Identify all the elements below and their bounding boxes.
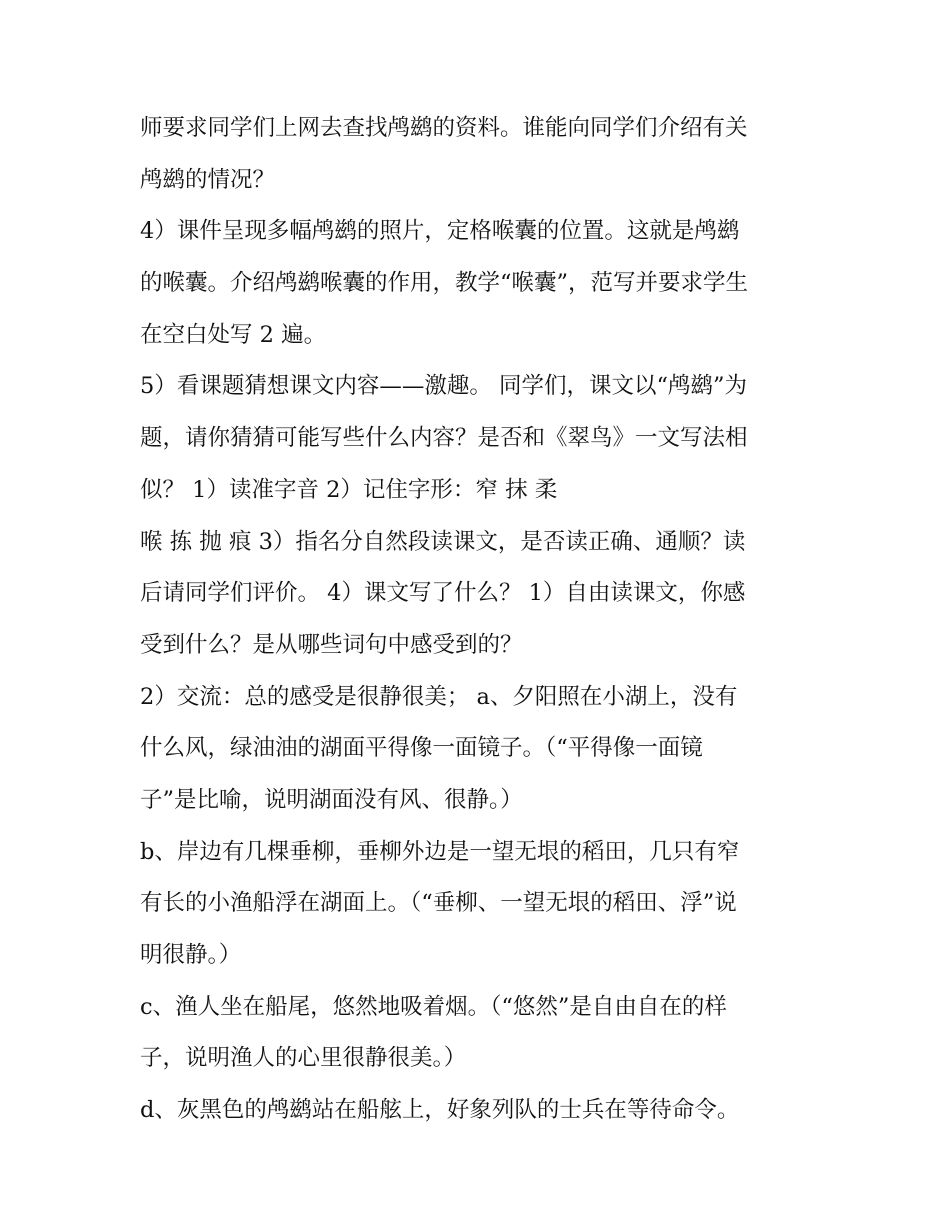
text-line: 受到什么？是从哪些词句中感受到的？ xyxy=(140,631,523,658)
text-line: 后请同学们评价。 4）课文写了什么？ 1）自由读课文，你感 xyxy=(140,580,746,607)
text-line: 明很静。） xyxy=(140,942,242,968)
text-line: 鸬鹚的情况？ xyxy=(140,166,276,193)
text-line: 师要求同学们上网去查找鸬鹚的资料。谁能向同学们介绍有关 xyxy=(140,115,748,141)
text-line: 2）交流：总的感受是很静很美； a、夕阳照在小湖上，没有 xyxy=(140,683,738,710)
text-line: b、岸边有几棵垂柳，垂柳外边是一望无垠的稻田，几只有窄 xyxy=(140,838,740,865)
text-line: 什么风，绿油油的湖面平得像一面镜子。（“平得像一面镜 xyxy=(140,735,703,762)
text-line: 有长的小渔船浮在湖面上。（“垂柳、一望无垠的稻田、浮”说 xyxy=(140,890,737,917)
body-text xyxy=(140,103,830,1137)
text-line: 似？ 1）读准字音 2）记住字形：窄 抹 柔 xyxy=(140,476,558,503)
text-line: 的喉囊。介绍鸬鹚喉囊的作用，教学“喉囊”，范写并要求学生 xyxy=(140,270,749,297)
text-line: c、渔人坐在船尾，悠然地吸着烟。（“悠然”是自由自在的样 xyxy=(140,993,727,1020)
text-line: d、灰黑色的鸬鹚站在船舷上，好象列队的士兵在等待命令。 xyxy=(140,1097,740,1124)
text-line: 子”是比喻，说明湖面没有风、很静。） xyxy=(140,786,523,813)
text-line: 题，请你猜猜可能写些什么内容？是否和《翠鸟》一文写法相 xyxy=(140,425,748,452)
text-line: 5）看课题猜想课文内容——激趣。 同学们，课文以“鸬鹚”为 xyxy=(140,373,747,400)
text-line: 喉 拣 抛 痕 3）指名分自然段读课文，是否读正确、通顺？读 xyxy=(140,528,746,555)
text-line: 在空白处写 2 遍。 xyxy=(140,321,327,348)
text-line: 4）课件呈现多幅鸬鹚的照片，定格喉囊的位置。这就是鸬鹚 xyxy=(140,218,740,245)
text-line: 子，说明渔人的心里很静很美。） xyxy=(140,1045,467,1072)
